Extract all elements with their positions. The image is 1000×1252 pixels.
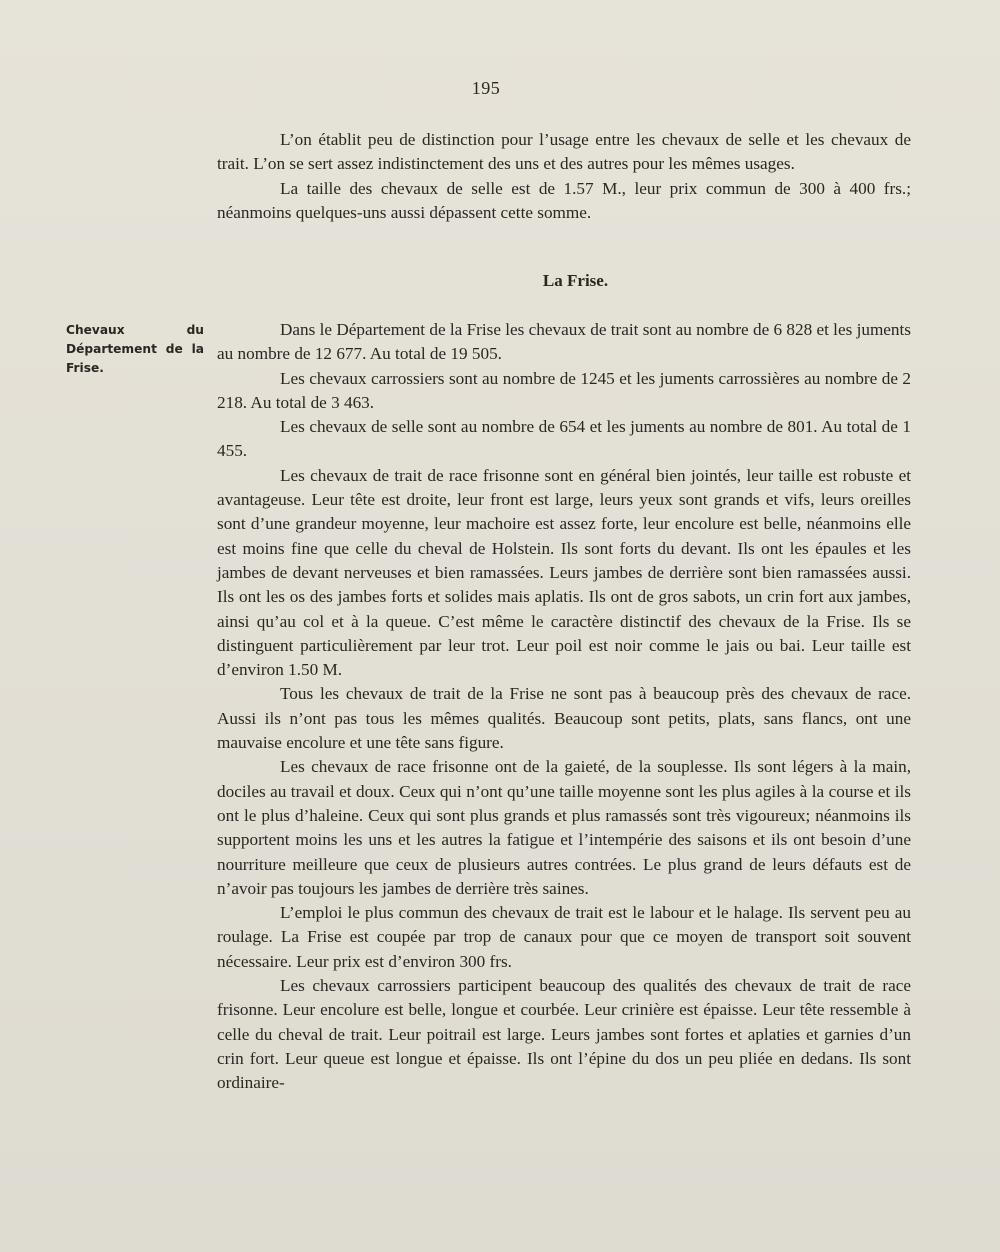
- paragraph: Dans le Département de la Frise les chevaux de trait sont au nombre de 6 828 et les juments au nombre de 12 677. Au total de 19 505.: [217, 320, 911, 364]
- paragraph: Les chevaux carrossiers participent beaucoup des qualités des chevaux de trait de race frisonne. Leur encolure est belle, longue et courbée. Leur crinière est épaisse. Leur tête ressemble à celle du cheval de trait. Leur poitrail est large. Leurs jambes sont fortes et aplaties et garnies d’un crin fort. Leur queue est longue et épaisse. Ils ont l’épine du dos un peu pliée en dedans. Ils sont ordinaire-: [217, 976, 911, 1093]
- paragraph: Les chevaux carrossiers sont au nombre de 1245 et les juments carrossières au nombre de 2 218. Au total de 3 463.: [217, 368, 911, 412]
- paragraph: L’emploi le plus commun des chevaux de trait est le labour et le halage. Ils servent peu au roulage. La Frise est coupée par trop de canaux pour que ce moyen de transport soit souvent nécessaire. Leur prix est d’environ 300 frs.: [217, 903, 911, 971]
- section-body: [217, 318, 911, 1096]
- margin-note: Chevaux du Département de la Frise.: [66, 323, 204, 375]
- section-title: La Frise.: [542, 271, 609, 290]
- page-number: 195: [471, 78, 501, 98]
- paragraph: L’on établit peu de distinction pour l’usage entre les chevaux de selle et les chevaux de trait. L’on se sert assez indistinctement des uns et des autres pour les mêmes usages.: [217, 130, 911, 174]
- paragraph: Les chevaux de race frisonne ont de la gaieté, de la souplesse. Ils sont légers à la main, dociles au travail et doux. Ceux qui n’ont qu’une taille moyenne sont les plus agiles à la course et ils ont le plus d’haleine. Ceux qui sont plus grands et plus ramassés sont très vigoureux; néanmoins ils supportent moins les uns et les autres la fatigue et l’intempérie des saisons et ils ont besoin d’une nourriture meilleure que ceux de plusieurs autres contrées. Le plus grand de leurs défauts est de n’avoir pas toujours les jambes de derrière très saines.: [217, 757, 911, 898]
- paragraph: Les chevaux de selle sont au nombre de 654 et les juments au nombre de 801. Au total de 1 455.: [217, 417, 911, 461]
- paragraph: La taille des chevaux de selle est de 1.57 M., leur prix commun de 300 à 400 frs.; néanmoins quelques-uns aussi dépassent cette somme.: [217, 178, 911, 222]
- paragraph: Les chevaux de trait de race frisonne sont en général bien jointés, leur taille est robuste et avantageuse. Leur tête est droite, leur front est large, leurs yeux sont grands et vifs, leurs oreilles sont d’une grandeur moyenne, leur machoire est assez forte, leur encolure est belle, néanmoins elle est moins fine que celle du cheval de Holstein. Ils sont forts du devant. Ils ont les épaules et les jambes de devant nerveuses et bien ramassées. Leurs jambes de derrière sont bien ramassées aussi. Ils ont les os des jambes forts et solides mais aplatis. Ils ont de gros sabots, un crin fort aux jambes, ainsi qu’au col et à la queue. C’est même le caractère distinctif des chevaux de la Frise. Ils se distinguent particulièrement par leur trot. Leur poil est noir comme le jais ou bai. Leur taille est d’environ 1.50 M.: [217, 465, 911, 680]
- intro-text: [217, 128, 911, 225]
- paragraph: Tous les chevaux de trait de la Frise ne sont pas à beaucoup près des chevaux de race. Aussi ils n’ont pas tous les mêmes qualités. Beaucoup sont petits, plats, sans flancs, ont une mauvaise encolure et une tête sans figure.: [217, 684, 911, 753]
